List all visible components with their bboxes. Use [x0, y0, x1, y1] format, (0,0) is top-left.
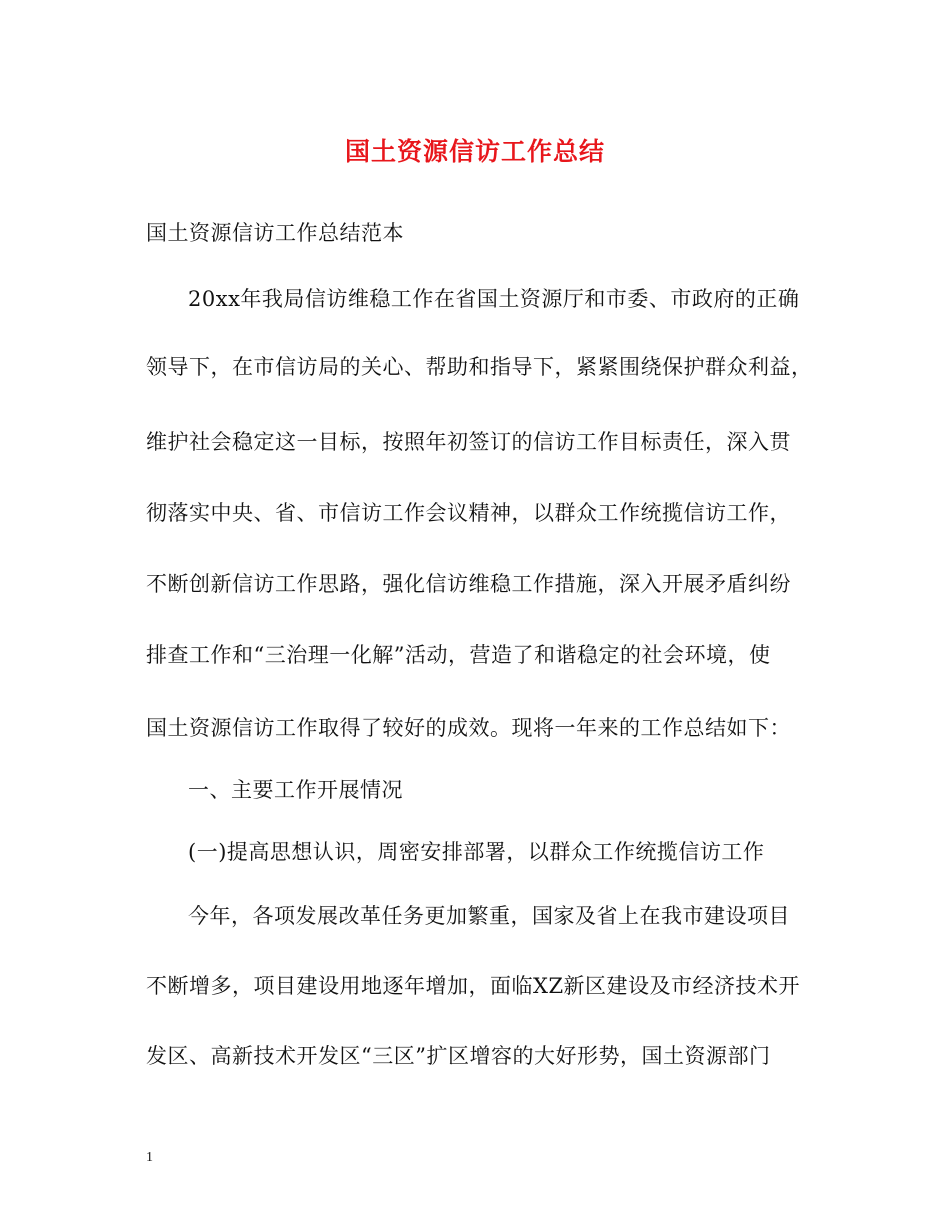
paragraph-line: 发区、高新技术开发区“三区”扩区增容的大好形势，国土资源部门 — [146, 1044, 771, 1068]
section-heading: 一、主要工作开展情况 — [188, 778, 403, 802]
paragraph-line: 国土资源信访工作取得了较好的成效。现将一年来的工作总结如下： — [146, 716, 791, 740]
document-title: 国土资源信访工作总结 — [344, 137, 605, 166]
paragraph-line: 排查工作和“三治理一化解”活动，营造了和谐稳定的社会环境，使 — [146, 643, 771, 667]
page-number: 1 — [146, 1150, 153, 1165]
document-subtitle: 国土资源信访工作总结范本 — [146, 221, 404, 245]
paragraph-line: 今年，各项发展改革任务更加繁重，国家及省上在我市建设项目 — [188, 904, 790, 928]
paragraph-line: 不断创新信访工作思路，强化信访维稳工作措施，深入开展矛盾纠纷 — [146, 572, 791, 596]
paragraph-line: 领导下，在市信访局的关心、帮助和指导下，紧紧围绕保护群众利益， — [146, 355, 813, 379]
paragraph-line: 不断增多，项目建设用地逐年增加，面临XZ新区建设及市经济技术开 — [146, 974, 801, 998]
sub-heading: (一)提高思想认识，周密安排部署，以群众工作统揽信访工作 — [188, 840, 765, 864]
paragraph-line: 维护社会稳定这一目标，按照年初签订的信访工作目标责任，深入贯 — [146, 430, 791, 454]
paragraph-line: 彻落实中央、省、市信访工作会议精神，以群众工作统揽信访工作， — [146, 501, 791, 525]
paragraph-line: 20xx年我局信访维稳工作在省国土资源厅和市委、市政府的正确 — [188, 287, 800, 311]
